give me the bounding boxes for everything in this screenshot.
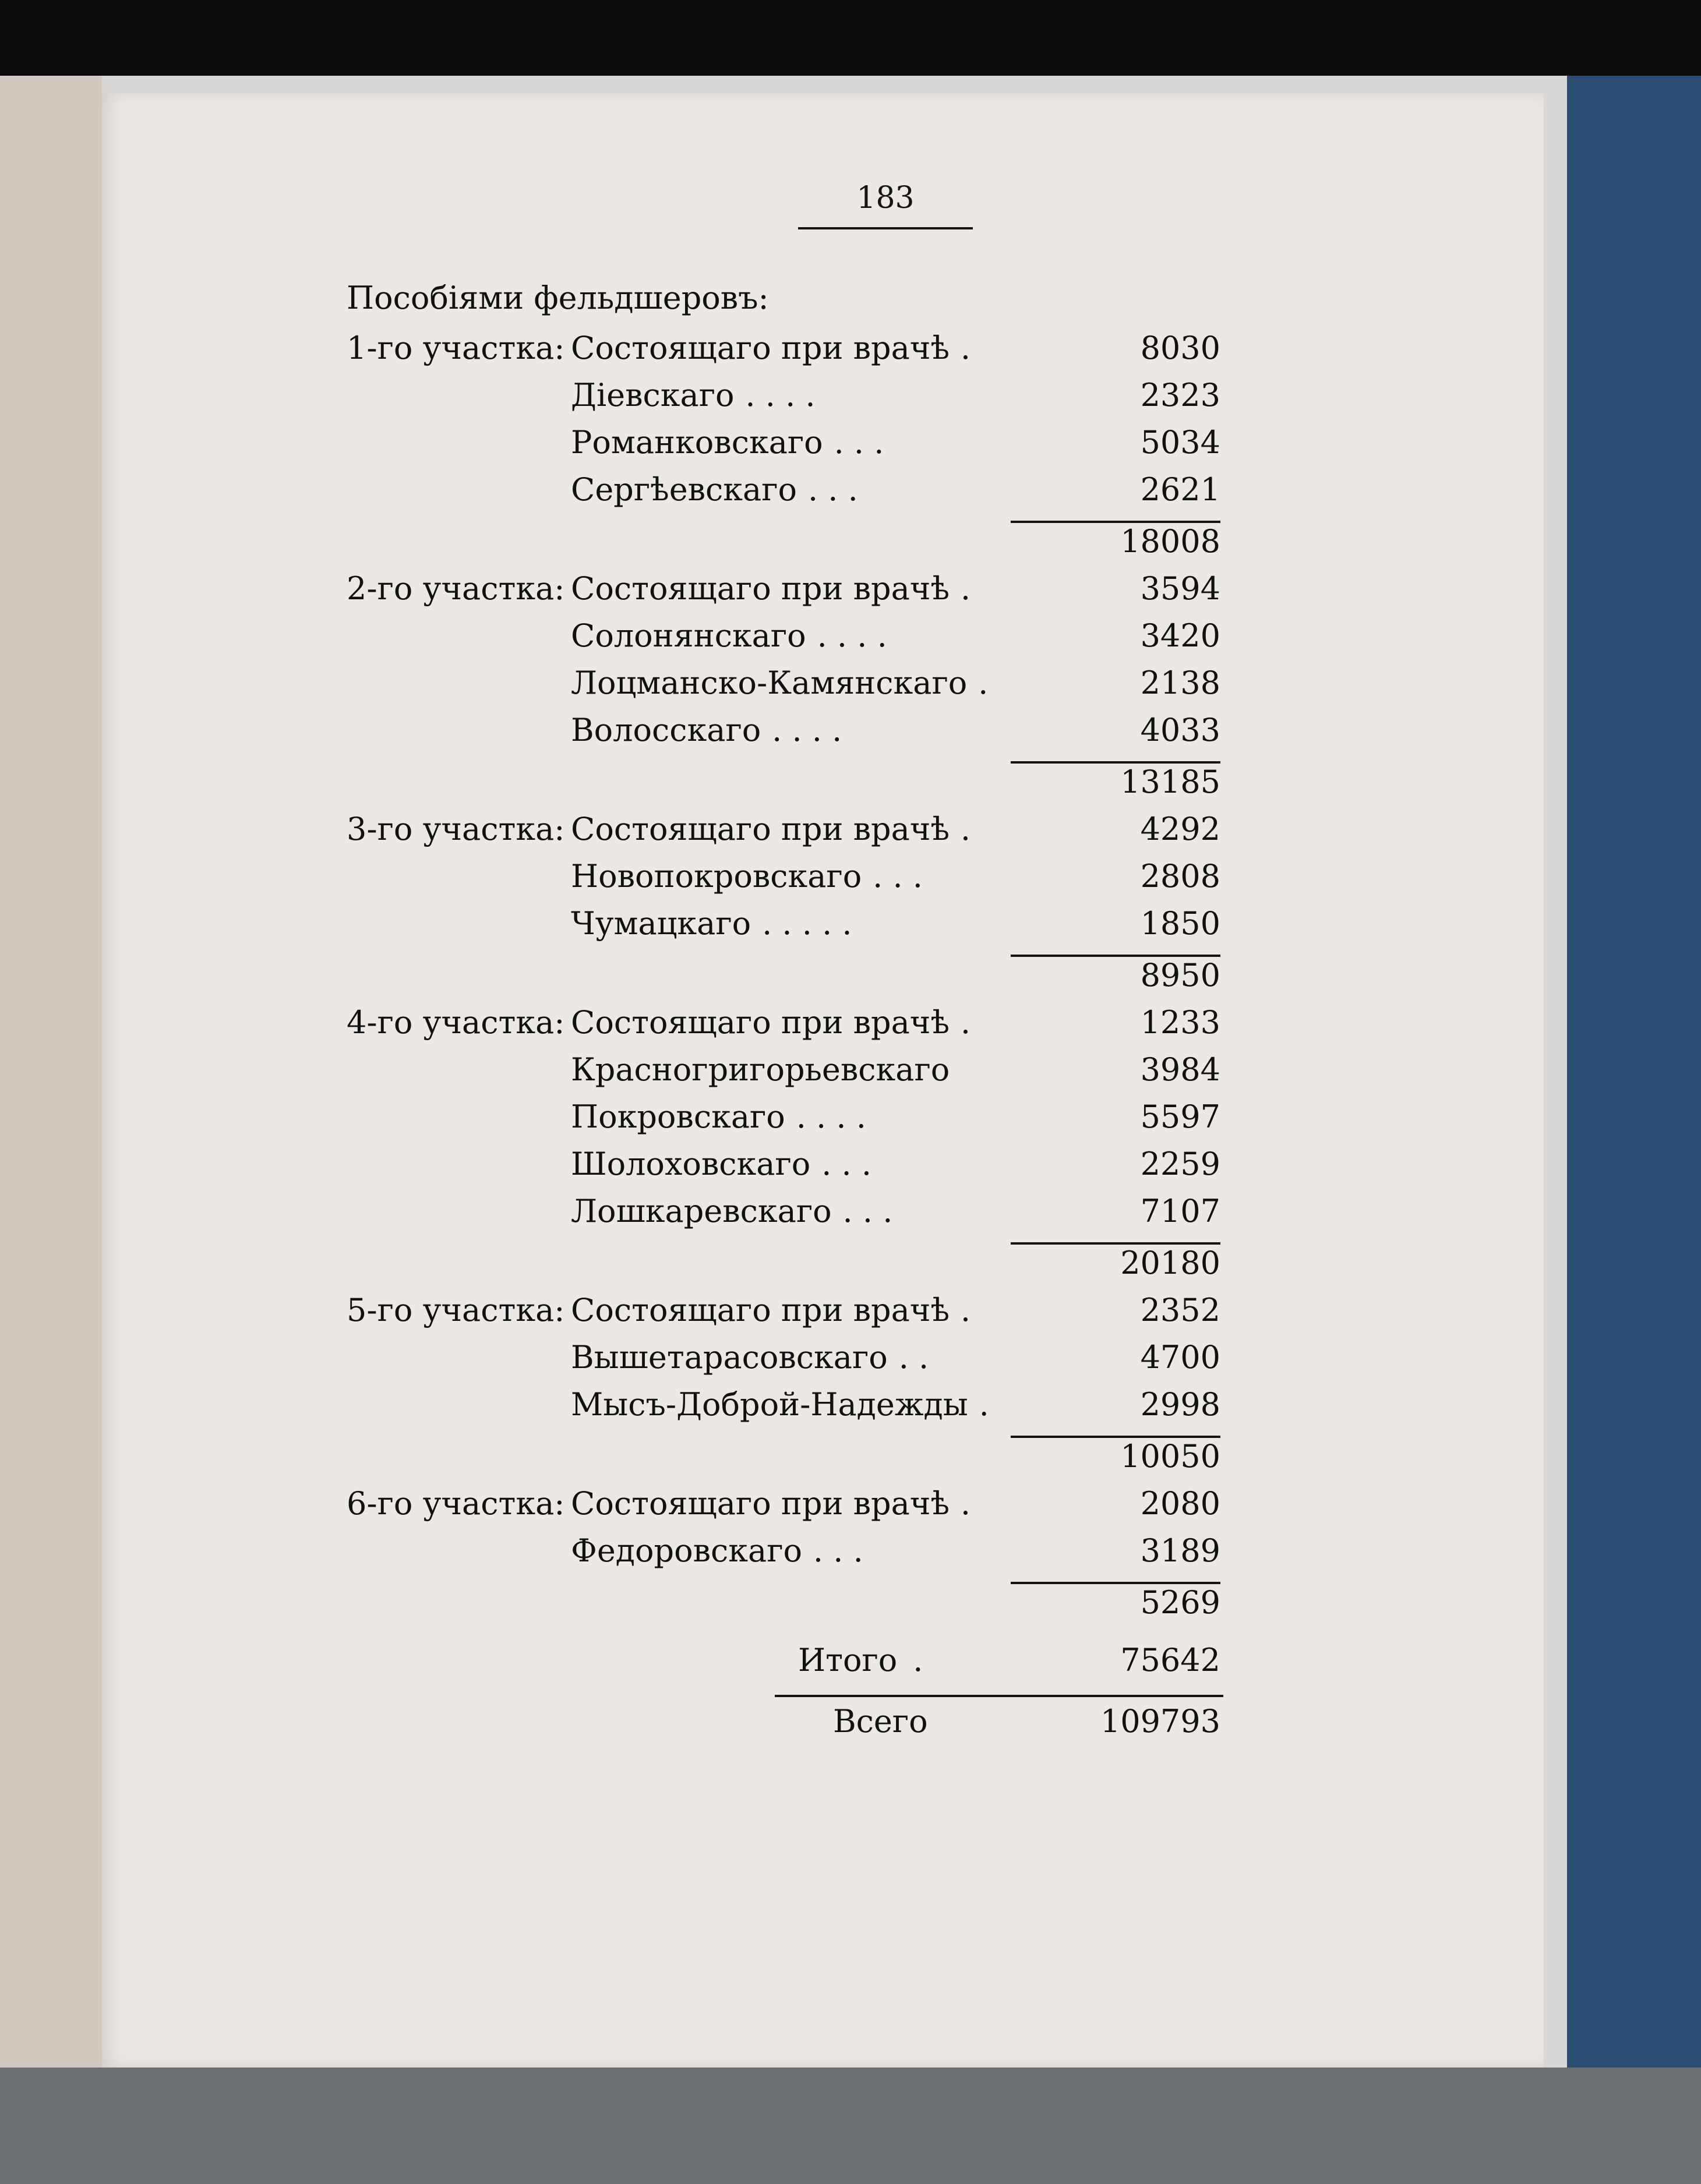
locality-text: Состоящаго при врачѣ <box>571 1004 950 1041</box>
district-label: 2-го участка: <box>347 570 565 607</box>
leader-dots: . . . . <box>745 377 816 414</box>
district-label: 6-го участка: <box>347 1485 565 1522</box>
locality-name <box>571 471 858 508</box>
table-row <box>102 1485 1544 1532</box>
row-value: 5597 <box>1140 1098 1220 1135</box>
table-row <box>102 1193 1544 1239</box>
subtotal-value: 10050 <box>1120 1438 1220 1475</box>
row-value: 5034 <box>1140 424 1220 461</box>
leader-dots: . . . <box>873 858 923 895</box>
locality-text: Покровскаго <box>571 1098 785 1135</box>
locality-name <box>571 1193 892 1229</box>
locality-name <box>571 1485 971 1522</box>
row-value: 4700 <box>1140 1339 1220 1376</box>
table-row <box>102 1098 1544 1145</box>
row-value: 2352 <box>1140 1292 1220 1328</box>
locality-text: Лоцманско-Камянскаго <box>571 665 968 701</box>
subtotal-value: 20180 <box>1120 1245 1220 1281</box>
leader-dots: . <box>960 1292 971 1328</box>
leader-dots: . . <box>898 1339 929 1376</box>
locality-name <box>571 665 988 701</box>
locality-name <box>571 330 971 366</box>
table-row <box>102 1292 1544 1338</box>
facing-page-edge <box>0 76 102 2068</box>
leader-dots: . <box>913 1642 923 1678</box>
locality-text: Федоровскаго <box>571 1532 803 1569</box>
locality-text: Діевскаго <box>571 377 735 414</box>
subtotal-value: 13185 <box>1120 764 1220 800</box>
total-value: 75642 <box>1120 1642 1220 1678</box>
table-row <box>102 905 1544 952</box>
row-value: 3984 <box>1140 1051 1220 1088</box>
leader-dots: . . . . <box>772 712 842 748</box>
locality-text: Состоящаго при врачѣ <box>571 1292 950 1328</box>
page-number-rule <box>798 227 973 229</box>
table-row <box>102 858 1544 904</box>
district-label: 1-го участка: <box>347 330 565 366</box>
row-value: 2080 <box>1140 1485 1220 1522</box>
locality-text: Новопокровскаго <box>571 858 862 895</box>
scanner-background-bottom <box>0 2068 1701 2184</box>
total-label <box>798 1642 923 1678</box>
leader-dots: . <box>960 330 971 366</box>
table-row <box>102 1339 1544 1386</box>
table-row <box>102 1532 1544 1579</box>
locality-text: Лошкаревскаго <box>571 1193 832 1229</box>
leader-dots: . <box>960 1485 971 1522</box>
locality-text: Мысъ-Доброй-Надежды <box>571 1386 968 1423</box>
locality-name <box>571 905 852 942</box>
locality-name <box>571 424 884 461</box>
table-row <box>102 811 1544 857</box>
subtotal-value: 18008 <box>1120 523 1220 560</box>
leader-dots: . <box>960 811 971 847</box>
locality-text: Волосскаго <box>571 712 761 748</box>
leader-dots: . <box>978 665 989 701</box>
district-label: 5-го участка: <box>347 1292 565 1328</box>
locality-text: Красногригорьевскаго <box>571 1051 950 1088</box>
row-value: 1233 <box>1140 1004 1220 1041</box>
leader-dots: . <box>960 570 971 607</box>
book-page <box>102 93 1544 2068</box>
row-value: 2323 <box>1140 377 1220 414</box>
locality-name <box>571 1386 989 1423</box>
leader-dots: . . . <box>842 1193 893 1229</box>
row-value: 2621 <box>1140 471 1220 508</box>
locality-name <box>571 1051 950 1088</box>
row-value: 3420 <box>1140 617 1220 654</box>
grand-total-rule <box>775 1695 1223 1697</box>
table-row <box>102 1146 1544 1192</box>
subtotal-row <box>102 1245 1544 1291</box>
locality-text: Чумацкаго <box>571 905 751 942</box>
leader-dots: . . . . . <box>762 905 852 942</box>
district-label: 4-го участка: <box>347 1004 565 1041</box>
locality-name <box>571 858 923 895</box>
row-value: 3594 <box>1140 570 1220 607</box>
leader-dots: . . . <box>813 1532 863 1569</box>
row-value: 1850 <box>1140 905 1220 942</box>
locality-text: Состоящаго при врачѣ <box>571 1485 950 1522</box>
subtotal-value: 5269 <box>1140 1584 1220 1621</box>
subtotal-row <box>102 1438 1544 1485</box>
locality-text: Состоящаго при врачѣ <box>571 811 950 847</box>
row-value: 2998 <box>1140 1386 1220 1423</box>
total-row <box>102 1642 1544 1688</box>
locality-name <box>571 570 971 607</box>
grand-total-row <box>102 1703 1544 1750</box>
row-value: 2808 <box>1140 858 1220 895</box>
table-row <box>102 330 1544 376</box>
row-value: 2138 <box>1140 665 1220 701</box>
locality-name <box>571 1146 871 1182</box>
locality-text: Состоящаго при врачѣ <box>571 570 950 607</box>
row-value: 4033 <box>1140 712 1220 748</box>
locality-name <box>571 811 971 847</box>
locality-text: Романковскаго <box>571 424 823 461</box>
locality-name <box>571 1339 929 1376</box>
grand-total-value: 109793 <box>1100 1703 1220 1740</box>
page-number: 183 <box>856 181 915 215</box>
locality-name <box>571 712 842 748</box>
table-row <box>102 377 1544 423</box>
locality-text: Вышетарасовскаго <box>571 1339 888 1376</box>
district-label: 3-го участка: <box>347 811 565 847</box>
table-row <box>102 1051 1544 1098</box>
leader-dots: . . . . <box>817 617 887 654</box>
leader-dots: . <box>979 1386 989 1423</box>
subtotal-row <box>102 957 1544 1003</box>
locality-name <box>571 377 816 414</box>
row-value: 4292 <box>1140 811 1220 847</box>
locality-name <box>571 1004 971 1041</box>
table-row <box>102 712 1544 758</box>
row-value: 3189 <box>1140 1532 1220 1569</box>
table-row <box>102 617 1544 664</box>
subtotal-row <box>102 523 1544 570</box>
locality-text: Шолоховскаго <box>571 1146 811 1182</box>
table-row <box>102 665 1544 711</box>
leader-dots: . . . . <box>796 1098 866 1135</box>
table-row <box>102 1004 1544 1051</box>
locality-name <box>571 1098 866 1135</box>
table-row <box>102 471 1544 518</box>
leader-dots: . . . <box>807 471 858 508</box>
locality-text: Солонянскаго <box>571 617 806 654</box>
locality-text: Состоящаго при врачѣ <box>571 330 950 366</box>
subtotal-value: 8950 <box>1140 957 1220 994</box>
table-row <box>102 570 1544 617</box>
table-row <box>102 424 1544 471</box>
subtotal-row <box>102 764 1544 810</box>
subtotal-row <box>102 1584 1544 1631</box>
book-cover-edge <box>1567 76 1701 2097</box>
section-heading: Пособіями фельдшеровъ: <box>347 280 769 316</box>
scanner-background-top <box>0 0 1701 76</box>
locality-text: Сергѣевскаго <box>571 471 797 508</box>
locality-name <box>571 1532 863 1569</box>
locality-name <box>571 617 887 654</box>
row-value: 8030 <box>1140 330 1220 366</box>
leader-dots: . . . <box>834 424 884 461</box>
leader-dots: . <box>960 1004 971 1041</box>
grand-total-label: Всего <box>833 1703 928 1740</box>
row-value: 7107 <box>1140 1193 1220 1229</box>
row-value: 2259 <box>1140 1146 1220 1182</box>
locality-name <box>571 1292 971 1328</box>
total-label-text: Итого <box>798 1642 898 1678</box>
leader-dots: . . . <box>821 1146 872 1182</box>
table-row <box>102 1386 1544 1433</box>
